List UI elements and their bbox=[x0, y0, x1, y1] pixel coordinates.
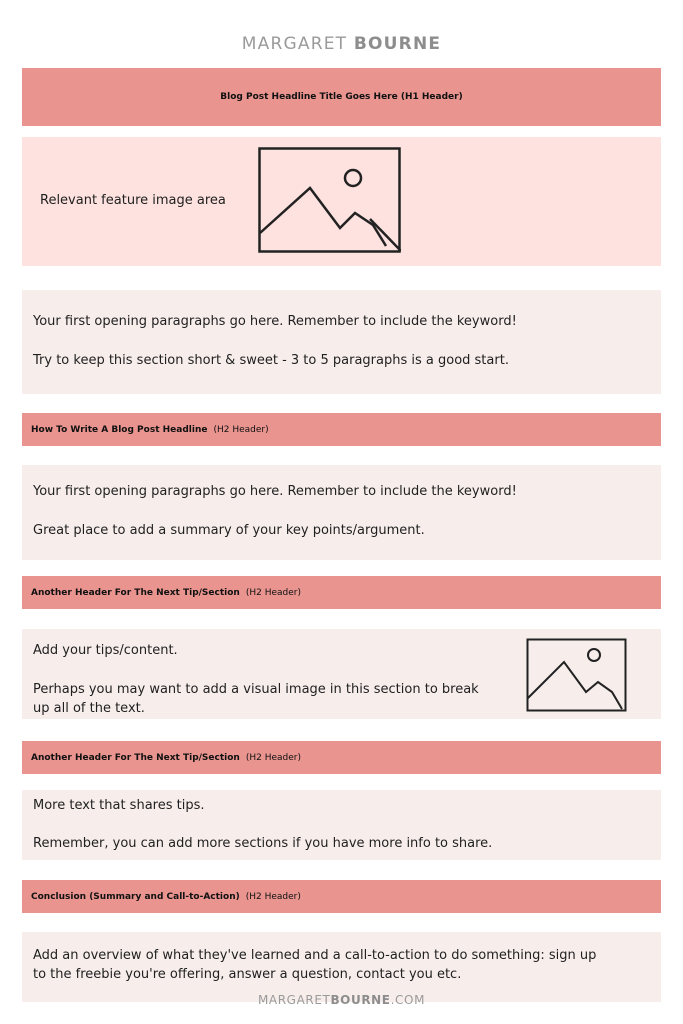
h2-header-2 bbox=[22, 576, 661, 609]
h2-title-2: Another Header For The Next Tip/Section bbox=[31, 587, 240, 598]
brand-name bbox=[0, 34, 683, 54]
footer-first: MARGARET bbox=[257, 993, 331, 1007]
section-2-line-3: up all of the text. bbox=[33, 701, 145, 716]
h2-header-1 bbox=[22, 413, 661, 446]
section-4-body bbox=[22, 932, 661, 1002]
footer-suffix: .COM bbox=[390, 993, 426, 1007]
footer-last: BOURNE bbox=[330, 993, 391, 1007]
footer-url bbox=[0, 993, 683, 1007]
intro-line-2: Try to keep this section short & sweet - 3 to 5 paragraphs is a good start. bbox=[33, 353, 509, 368]
section-3-line-2: Remember, you can add more sections if you have more info to share. bbox=[33, 836, 493, 851]
feature-image-area bbox=[22, 137, 661, 266]
section-1-line-1: Your first opening paragraphs go here. Remember to include the keyword! bbox=[33, 484, 517, 499]
section-4-line-1: Add an overview of what they've learned and a call-to-action to do something: sign up bbox=[33, 948, 597, 963]
section-3-body bbox=[22, 790, 661, 860]
intro-section bbox=[22, 290, 661, 394]
h2-tag-3: (H2 Header) bbox=[245, 752, 301, 763]
h2-title-1: How To Write A Blog Post Headline bbox=[31, 424, 208, 435]
brand-first: MARGARET bbox=[241, 34, 348, 54]
h1-header bbox=[22, 68, 661, 126]
section-3-line-1: More text that shares tips. bbox=[33, 798, 205, 813]
h2-title-3: Another Header For The Next Tip/Section bbox=[31, 752, 240, 763]
image-placeholder-icon bbox=[258, 147, 401, 253]
h2-tag-4: (H2 Header) bbox=[245, 891, 301, 902]
h2-tag-2: (H2 Header) bbox=[245, 587, 301, 598]
section-2-body bbox=[22, 629, 661, 719]
section-4-line-2: to the freebie you're offering, answer a question, contact you etc. bbox=[33, 967, 462, 982]
section-1-line-2: Great place to add a summary of your key points/argument. bbox=[33, 523, 425, 538]
section-2-line-1: Add your tips/content. bbox=[33, 643, 178, 658]
h2-header-3 bbox=[22, 741, 661, 774]
intro-line-1: Your first opening paragraphs go here. Remember to include the keyword! bbox=[33, 314, 517, 329]
section-1-body bbox=[22, 465, 661, 560]
feature-label: Relevant feature image area bbox=[40, 193, 226, 208]
h2-header-4 bbox=[22, 880, 661, 913]
image-placeholder-icon bbox=[526, 638, 627, 712]
h1-title: Blog Post Headline Title Goes Here (H1 Header) bbox=[220, 92, 463, 102]
h2-tag-1: (H2 Header) bbox=[213, 424, 269, 435]
brand-last: BOURNE bbox=[353, 34, 442, 54]
section-2-line-2: Perhaps you may want to add a visual image in this section to break bbox=[33, 682, 479, 697]
h2-title-4: Conclusion (Summary and Call-to-Action) bbox=[31, 891, 240, 902]
